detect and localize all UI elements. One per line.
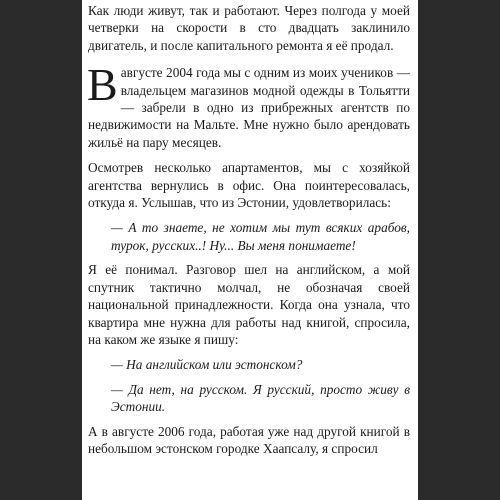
book-page [82,0,418,500]
paragraph-2-text: августе 2004 года мы с одним из моих учеников — владельцем магазинов модной одежды в Тольятти — забрели в одно из прибрежных агентств по недвижимости на Мальте. Мне нужно было арендовать жильё на пару месяцев. [88,65,410,150]
page-text [88,2,410,465]
paragraph-5: А в августе 2006 года, работая уже над другой книгой в небольшом эстонском городке Хаапсалу, я спросил [88,423,410,456]
quote-2: — На английском или эстонском? [111,357,303,373]
drop-cap: В [87,59,118,111]
paragraph-3: Осмотрев несколько апартаментов, мы с хозяйкой агентства вернулись в офис. Она поинтересовалась, откуда я. Услышав, что из Эстонии, удовлетворилась: [88,160,410,211]
paragraph-2 [87,59,410,151]
quote-3: — Да нет, на русском. Я русский, просто живу в Эстонии. [111,381,410,415]
quote-1: — А то знаете, не хотим мы тут всяких арабов, турок, русских..! Ну... Вы меня понимаете! [111,220,410,253]
paragraph-1: Как люди живут, так и работают. Через полгода у моей четверки на скорости в сто двадцать заклинило двигатель, и после капитального ремонта я её продал. [88,3,410,53]
paragraph-4: Я её понимал. Разговор шел на английском, а мой спутник тактично молчал, не обозначая своей национальной принадлежности. Когда она узнала, что квартира мне нужна для работы над книгой, спросила, на каком же языке я пишу: [88,262,410,347]
